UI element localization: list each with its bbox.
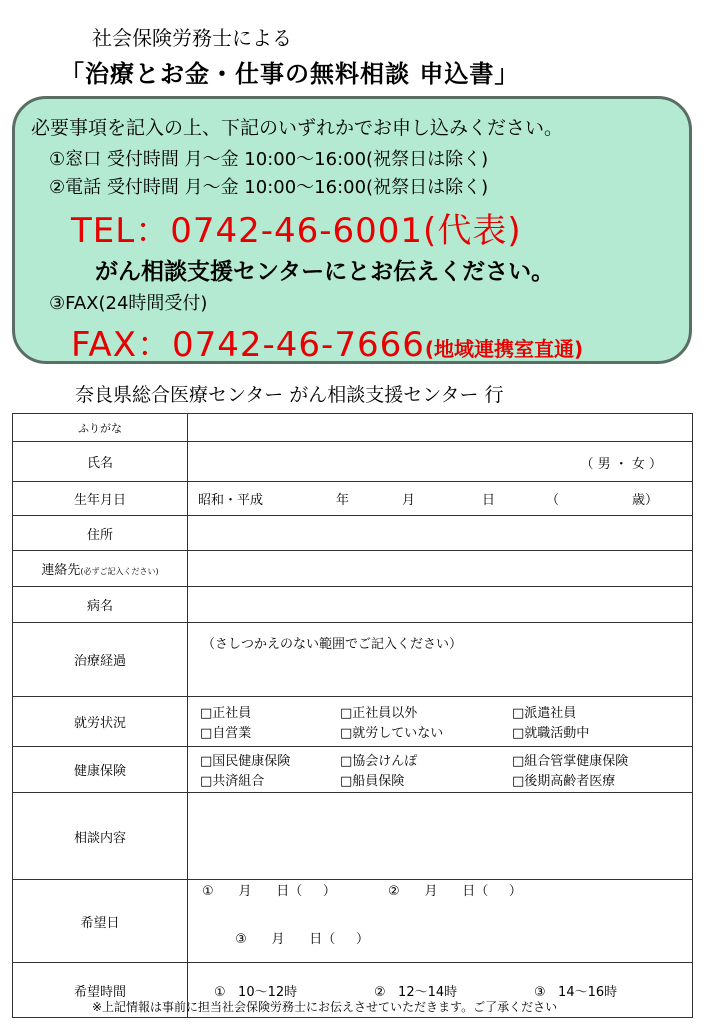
era-options[interactable]: 昭和・平成 (198, 493, 264, 508)
desired-time-label: 希望時間 (13, 963, 188, 1018)
time-choice-3[interactable]: ③ 14～16時 (534, 984, 618, 1000)
header-subtitle: 社会保険労務士による (92, 26, 292, 50)
application-form (12, 413, 693, 1018)
employment-options (188, 697, 693, 747)
option-fax: ③FAX(24時間受付) (49, 293, 208, 314)
treatment-label: 治療経過 (13, 623, 188, 697)
date-choice-3[interactable]: ③ 月 日（ ） (235, 932, 369, 947)
name-label: 氏名 (13, 442, 188, 482)
treatment-field[interactable] (188, 623, 693, 697)
time-choice-1[interactable]: ① 10～12時 (214, 984, 298, 1000)
checkbox-employment[interactable]: □自営業 (200, 726, 252, 741)
contact-label-text: 連絡先 (41, 563, 81, 578)
phone-number: TEL：0742-46-6001(代表) (71, 211, 522, 251)
consult-label: 相談内容 (13, 793, 188, 880)
checkbox-insurance[interactable]: □組合管掌健康保険 (512, 754, 629, 769)
info-intro: 必要事項を記入の上、下記のいずれかでお申し込みください。 (31, 117, 564, 139)
date-choice-2[interactable]: ② 月 日（ ） (388, 884, 522, 899)
checkbox-insurance[interactable]: □協会けんぽ (340, 754, 418, 769)
birthdate-field[interactable] (188, 482, 693, 516)
gender-select[interactable]: （ 男 ・ 女 ） (580, 457, 662, 472)
page-title: 「治療とお金・仕事の無料相談 申込書」 (60, 60, 520, 88)
checkbox-insurance[interactable]: □後期高齢者医療 (512, 774, 616, 789)
year-unit: 年 (336, 493, 350, 508)
disease-field[interactable] (188, 587, 693, 623)
checkbox-employment[interactable]: □正社員以外 (340, 706, 418, 721)
furigana-label: ふりがな (13, 414, 188, 442)
fax-number: FAX：0742-46-7666 (71, 325, 425, 365)
addressee: 奈良県総合医療センター がん相談支援センター 行 (75, 384, 504, 406)
phone-note: がん相談支援センターにとお伝えください。 (95, 259, 555, 285)
checkbox-insurance[interactable]: □国民健康保険 (200, 754, 291, 769)
checkbox-employment[interactable]: □派遣社員 (512, 706, 577, 721)
fax-note: (地域連携室直通) (424, 337, 584, 361)
month-unit: 月 (402, 493, 416, 508)
name-field[interactable] (188, 442, 693, 482)
checkbox-employment[interactable]: □就労していない (340, 726, 444, 741)
checkbox-employment[interactable]: □正社員 (200, 706, 252, 721)
contact-required-note: (必ずご記入ください) (80, 567, 159, 576)
insurance-options (188, 747, 693, 793)
insurance-label: 健康保険 (13, 747, 188, 793)
date-choice-1[interactable]: ① 月 日（ ） (202, 884, 336, 899)
desired-date-label: 希望日 (13, 880, 188, 963)
address-field[interactable] (188, 516, 693, 551)
footnote: ※上記情報は事前に担当社会保険労務士にお伝えさせていただきます。ご了承ください (92, 1000, 558, 1014)
checkbox-employment[interactable]: □就職活動中 (512, 726, 590, 741)
info-box (12, 96, 692, 364)
checkbox-insurance[interactable]: □船員保険 (340, 774, 405, 789)
contact-field[interactable] (188, 551, 693, 587)
employment-label: 就労状況 (13, 697, 188, 747)
birthdate-label: 生年月日 (13, 482, 188, 516)
day-unit: 日 (482, 493, 496, 508)
contact-label (13, 551, 188, 587)
disease-label: 病名 (13, 587, 188, 623)
checkbox-insurance[interactable]: □共済組合 (200, 774, 265, 789)
option-phone: ②電話 受付時間 月～金 10:00～16:00(祝祭日は除く) (49, 177, 489, 198)
consult-field[interactable] (188, 793, 693, 880)
address-label: 住所 (13, 516, 188, 551)
treatment-hint: （さしつかえのない範囲でご記入ください） (202, 637, 463, 652)
desired-date-field[interactable] (188, 880, 693, 963)
age-open: （ (546, 493, 560, 508)
age-unit: 歳） (632, 493, 659, 508)
time-choice-2[interactable]: ② 12～14時 (374, 984, 458, 1000)
fax-line (71, 317, 583, 366)
option-window: ①窓口 受付時間 月～金 10:00～16:00(祝祭日は除く) (49, 149, 489, 170)
furigana-field[interactable] (188, 414, 693, 442)
